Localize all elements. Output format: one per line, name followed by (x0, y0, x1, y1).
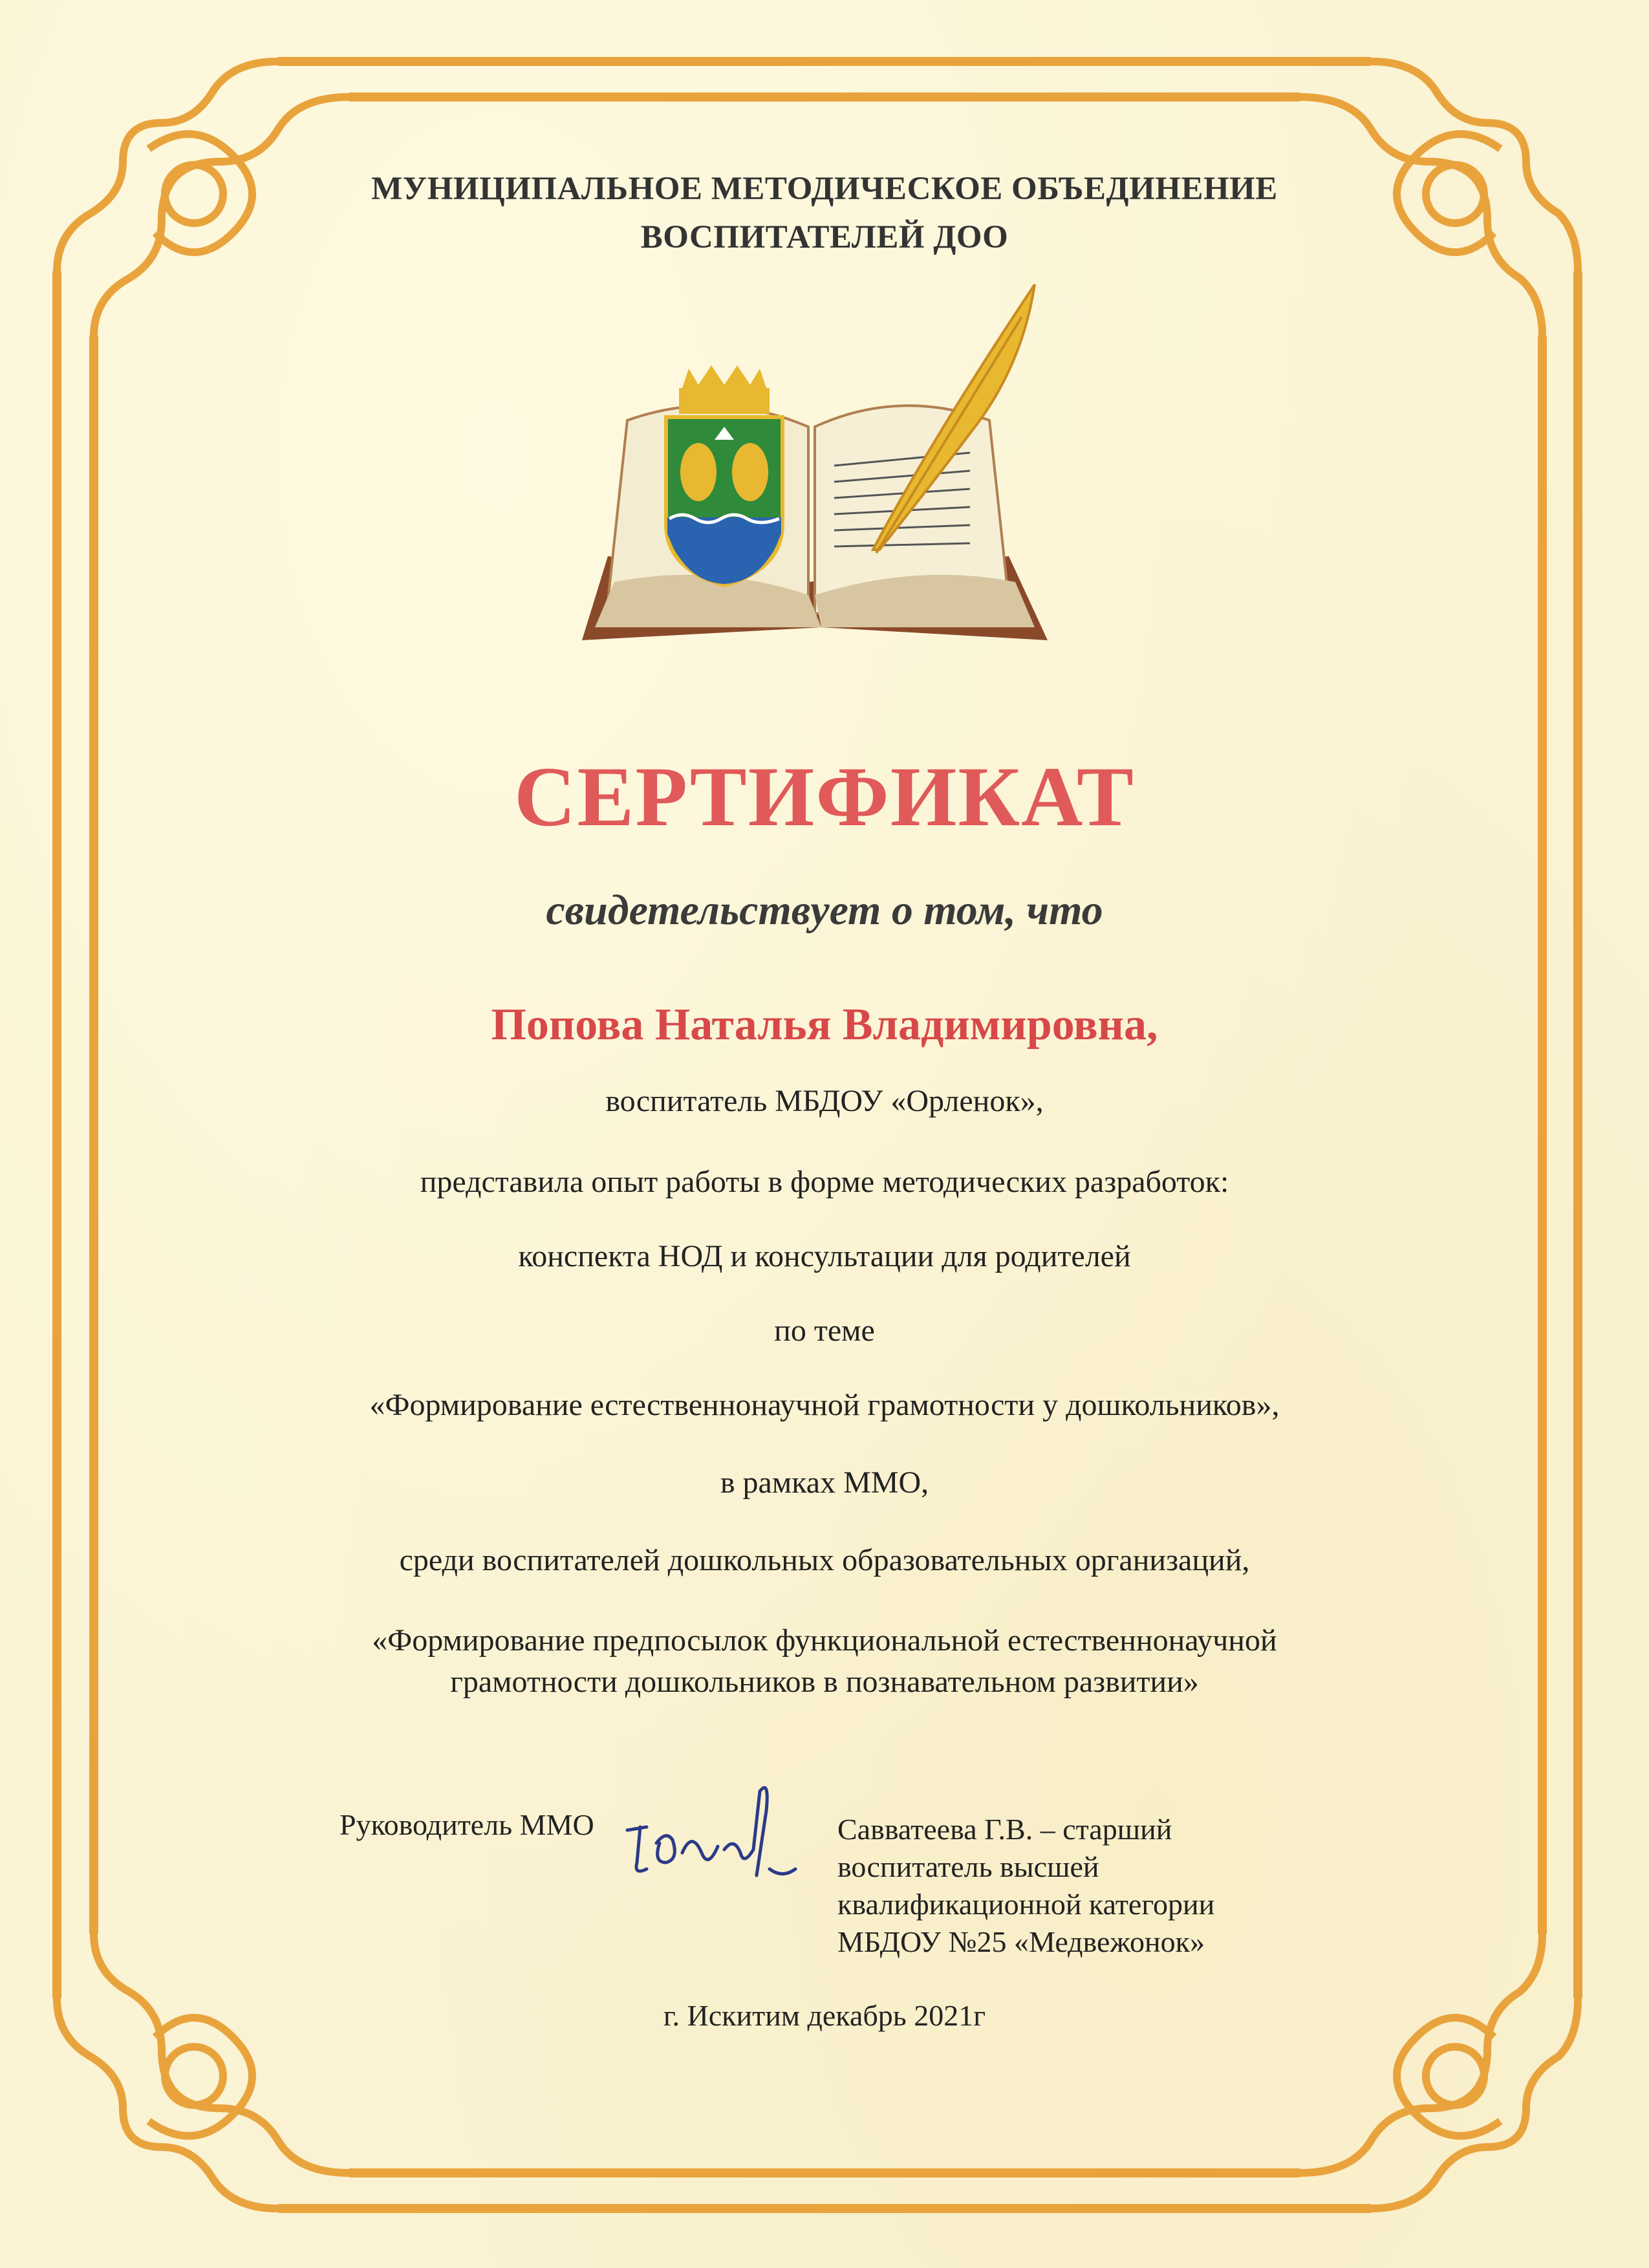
signer-line-3: квалификационной категории (837, 1888, 1215, 1921)
signature-role: Руководитель ММО (339, 1808, 594, 1841)
mmo-title-line-2: грамотности дошкольников в познавательном развитии» (450, 1665, 1199, 1699)
among-text: среди воспитателей дошкольных образовательных организаций, (399, 1543, 1250, 1577)
recipient-position: воспитатель МБДОУ «Орленок», (605, 1084, 1044, 1118)
presented-items: конспекта НОД и консультации для родителей (518, 1239, 1131, 1273)
certificate-subtitle: свидетельствует о том, что (546, 887, 1103, 934)
mmo-title (194, 1620, 1455, 1703)
organization-line-2: ВОСПИТАТЕЛЕЙ ДОО (640, 219, 1009, 255)
signer-info (837, 1811, 1214, 1961)
presented-text: представила опыт работы в форме методических разработок: (420, 1165, 1229, 1199)
on-topic-text: по теме (774, 1313, 875, 1348)
topic-title: «Формирование естественнонаучной грамотности у дошкольников», (369, 1388, 1280, 1422)
framework-text: в рамках ММО, (720, 1465, 929, 1500)
book-with-coat-of-arms-and-quill-icon (569, 278, 1061, 653)
signer-line-2: воспитатель высшей (837, 1850, 1099, 1883)
organization-line-1: МУНИЦИПАЛЬНОЕ МЕТОДИЧЕСКОЕ ОБЪЕДИНЕНИЕ (371, 171, 1278, 207)
organization-heading (194, 165, 1455, 262)
signer-line-4: МБДОУ №25 «Медвежонок» (837, 1925, 1205, 1958)
recipient-name: Попова Наталья Владимировна, (491, 1000, 1158, 1050)
place-and-date: г. Искитим декабрь 2021г (663, 1999, 986, 2032)
mmo-title-line-1: «Формирование предпосылок функциональной естественнонаучной (372, 1623, 1277, 1658)
signer-line-1: Савватеева Г.В. – старший (837, 1813, 1172, 1846)
handwritten-signature (621, 1772, 815, 1888)
certificate-title: СЕРТИФИКАТ (514, 749, 1135, 844)
